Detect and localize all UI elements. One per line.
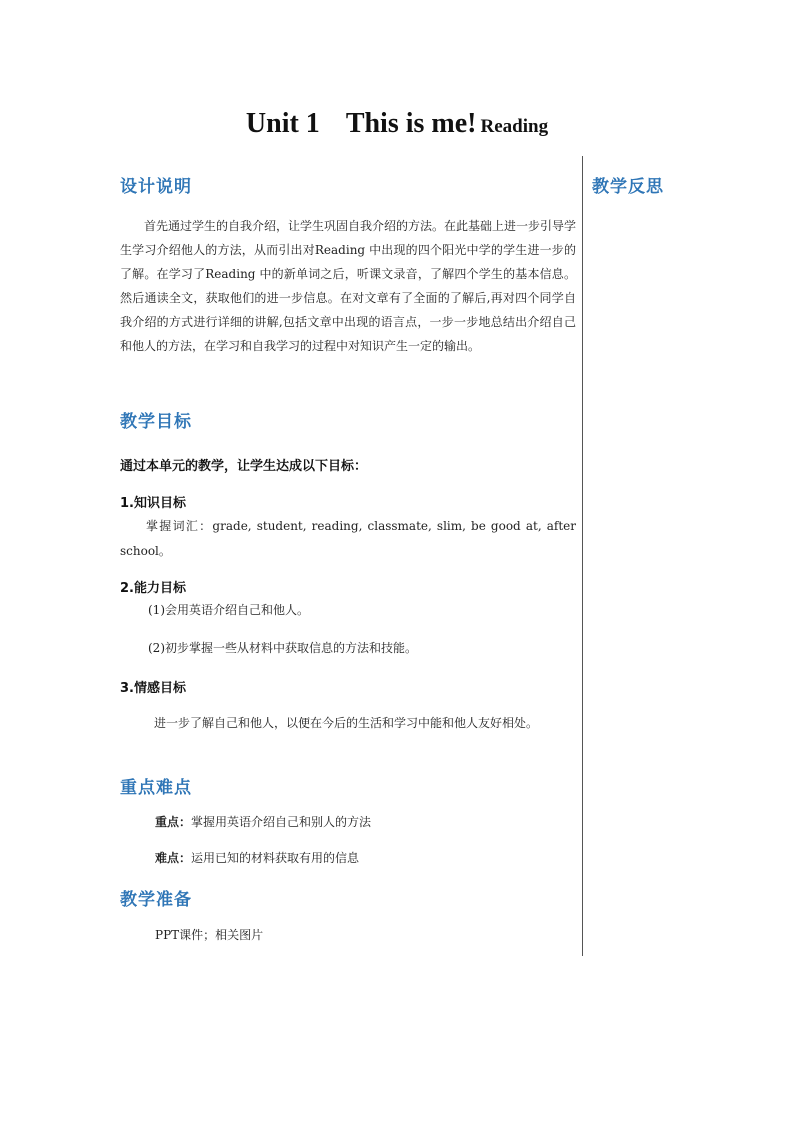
difficulty-label: 难点： (155, 851, 192, 865)
objectives-heading: 教学目标 (120, 412, 192, 432)
page-title (0, 108, 794, 140)
design-heading: 设计说明 (120, 177, 192, 197)
focus-line (155, 813, 371, 830)
ability-goal-item-1: (1)会用英语介绍自己和他人。 (148, 603, 309, 617)
focus-label: 重点： (155, 815, 192, 829)
difficulty-line (155, 849, 359, 866)
key-points-heading: 重点难点 (120, 778, 192, 798)
reflection-heading: 教学反思 (592, 177, 664, 197)
design-paragraph: 首先通过学生的自我介绍，让学生巩固自我介绍的方法。在此基础上进一步引导学生学习介绍他人的方法，从而引出对Reading 中出现的四个阳光中学的学生进一步的了解。在学习了Reading 中的新单词之后，听课文录音，了解四个学生的基本信息。然后通读全文，获取他们的进一步信息。在对文章有了全面的了解后,再对四个同学自我介绍的方式进行详细的讲解,包括文章中出现的语言点，一步一步地总结出介绍自己和他人的方法，在学习和自我学习的过程中对知识产生一定的输出。 (120, 219, 577, 353)
unit-label: Unit 1 (245, 108, 320, 139)
lesson-type: Reading (480, 116, 549, 137)
ability-goal-heading: 2.能力目标 (120, 581, 186, 596)
preparation-text: PPT课件；相关图片 (155, 928, 264, 942)
unit-topic: This is me! (345, 108, 477, 139)
column-divider (582, 156, 583, 956)
focus-text: 掌握用英语介绍自己和别人的方法 (191, 815, 372, 829)
emotion-goal-text: 进一步了解自己和他人，以便在今后的生活和学习中能和他人友好相处。 (154, 716, 539, 730)
ability-goal-item-2: (2)初步掌握一些从材料中获取信息的方法和技能。 (148, 641, 417, 655)
difficulty-text: 运用已知的材料获取有用的信息 (191, 851, 360, 865)
knowledge-goal-text: 掌握词汇：grade, student, reading, classmate, slim, be good at, after school。 (120, 519, 576, 558)
preparation-heading: 教学准备 (120, 890, 192, 910)
emotion-goal-heading: 3.情感目标 (120, 681, 186, 696)
objectives-intro: 通过本单元的教学，让学生达成以下目标： (120, 459, 368, 474)
knowledge-goal-heading: 1.知识目标 (120, 496, 186, 511)
